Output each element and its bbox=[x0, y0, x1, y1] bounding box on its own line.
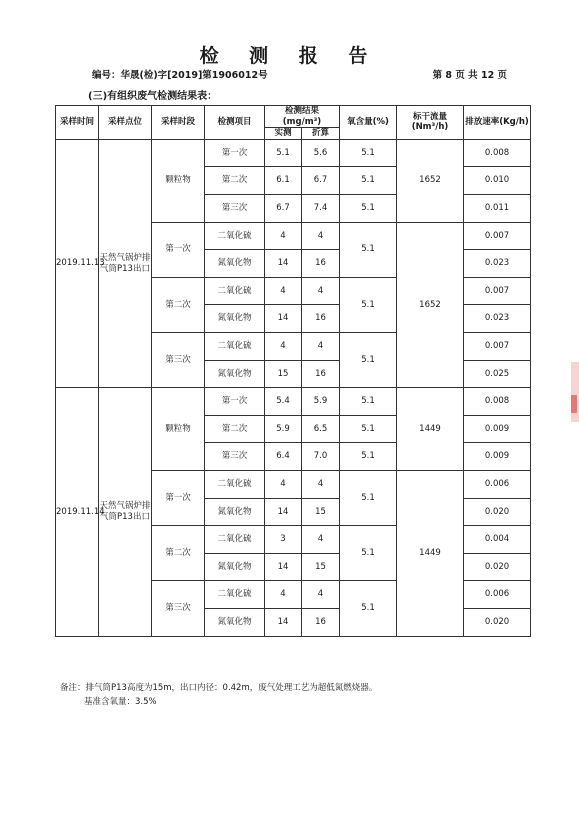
header-rate: 排放速率(Kg/h) bbox=[464, 106, 531, 140]
converted-value: 7.4 bbox=[302, 195, 340, 223]
converted-value: 15 bbox=[302, 498, 340, 526]
seal-mark-inner bbox=[571, 395, 577, 413]
oxygen-value: 5.1 bbox=[340, 277, 397, 332]
measured-value: 15 bbox=[265, 360, 302, 388]
sampling-round: 第一次 bbox=[205, 388, 265, 416]
oxygen-value: 5.1 bbox=[340, 167, 397, 195]
sampling-time: 2019.11.14 bbox=[56, 388, 99, 636]
table-row bbox=[56, 388, 531, 416]
converted-value: 6.7 bbox=[302, 167, 340, 195]
header-period: 采样时段 bbox=[152, 106, 205, 140]
measured-value: 14 bbox=[265, 608, 302, 636]
sampling-round: 第三次 bbox=[205, 443, 265, 471]
remark-line-2: 基准含氧量：3.5% bbox=[84, 697, 157, 707]
rate-value: 0.025 bbox=[464, 360, 531, 388]
pollutant-name: 氮氧化物 bbox=[205, 498, 265, 526]
remark-line-1: 备注：排气筒P13高度为15m，出口内径：0.42m，废气处理工艺为超低氮燃烧器。 bbox=[60, 683, 378, 693]
oxygen-value: 5.1 bbox=[340, 195, 397, 223]
rate-value: 0.006 bbox=[464, 581, 531, 609]
sampling-round: 第二次 bbox=[205, 167, 265, 195]
rate-value: 0.023 bbox=[464, 305, 531, 333]
flow-value: 1652 bbox=[397, 139, 464, 222]
measured-value: 14 bbox=[265, 250, 302, 278]
sampling-time: 2019.11.13 bbox=[56, 139, 99, 387]
measured-value: 5.1 bbox=[265, 139, 302, 167]
pollutant-name: 氮氧化物 bbox=[205, 305, 265, 333]
pollutant-name: 氮氧化物 bbox=[205, 360, 265, 388]
rate-value: 0.007 bbox=[464, 277, 531, 305]
sampling-period: 第三次 bbox=[152, 581, 205, 636]
sampling-period: 第三次 bbox=[152, 333, 205, 388]
header-result-unit: (mg/m³) bbox=[282, 116, 322, 127]
measured-value: 14 bbox=[265, 498, 302, 526]
measured-value: 4 bbox=[265, 471, 302, 499]
oxygen-value: 5.1 bbox=[340, 526, 397, 581]
header-location: 采样点位 bbox=[99, 106, 152, 140]
item-particulate: 颗粒物 bbox=[152, 388, 205, 471]
header-item: 检测项目 bbox=[205, 106, 265, 140]
pollutant-name: 二氧化硫 bbox=[205, 222, 265, 250]
header-result-label: 检测结果 bbox=[284, 106, 319, 116]
rate-value: 0.023 bbox=[464, 250, 531, 278]
rate-value: 0.007 bbox=[464, 333, 531, 361]
remarks bbox=[60, 681, 377, 709]
rate-value: 0.004 bbox=[464, 526, 531, 554]
header-result-group bbox=[265, 106, 340, 128]
rate-value: 0.009 bbox=[464, 443, 531, 471]
header-measured: 实测 bbox=[265, 128, 302, 140]
page-info: 第 8 页 共 12 页 bbox=[432, 70, 507, 81]
converted-value: 15 bbox=[302, 553, 340, 581]
pollutant-name: 氮氧化物 bbox=[205, 608, 265, 636]
measured-value: 3 bbox=[265, 526, 302, 554]
oxygen-value: 5.1 bbox=[340, 471, 397, 526]
seal-mark bbox=[571, 362, 579, 422]
converted-value: 4 bbox=[302, 526, 340, 554]
rate-value: 0.008 bbox=[464, 388, 531, 416]
sampling-period: 第一次 bbox=[152, 222, 205, 277]
converted-value: 5.9 bbox=[302, 388, 340, 416]
report-title: 检 测 报 告 bbox=[199, 45, 380, 67]
flow-value: 1652 bbox=[397, 222, 464, 388]
pollutant-name: 氮氧化物 bbox=[205, 553, 265, 581]
oxygen-value: 5.1 bbox=[340, 388, 397, 416]
pollutant-name: 二氧化硫 bbox=[205, 471, 265, 499]
header-flow: 标干流量(Nm³/h) bbox=[397, 106, 464, 140]
measured-value: 6.1 bbox=[265, 167, 302, 195]
sampling-round: 第三次 bbox=[205, 195, 265, 223]
converted-value: 4 bbox=[302, 222, 340, 250]
sampling-location: 天然气锅炉排气筒P13出口 bbox=[99, 139, 152, 387]
converted-value: 16 bbox=[302, 360, 340, 388]
measured-value: 5.9 bbox=[265, 415, 302, 443]
rate-value: 0.006 bbox=[464, 471, 531, 499]
document-number: 编号：华晟(检)字[2019]第1906012号 bbox=[92, 70, 268, 81]
section-title: (三)有组织废气检测结果表： bbox=[88, 91, 218, 102]
oxygen-value: 5.1 bbox=[340, 415, 397, 443]
measured-value: 6.4 bbox=[265, 443, 302, 471]
flow-value: 1449 bbox=[397, 471, 464, 637]
sampling-round: 第二次 bbox=[205, 415, 265, 443]
rate-value: 0.010 bbox=[464, 167, 531, 195]
pollutant-name: 二氧化硫 bbox=[205, 333, 265, 361]
measured-value: 4 bbox=[265, 581, 302, 609]
converted-value: 16 bbox=[302, 305, 340, 333]
oxygen-value: 5.1 bbox=[340, 333, 397, 388]
converted-value: 4 bbox=[302, 333, 340, 361]
rate-value: 0.007 bbox=[464, 222, 531, 250]
measured-value: 14 bbox=[265, 305, 302, 333]
header-time: 采样时间 bbox=[56, 106, 99, 140]
rate-value: 0.020 bbox=[464, 608, 531, 636]
oxygen-value: 5.1 bbox=[340, 139, 397, 167]
sampling-period: 第二次 bbox=[152, 526, 205, 581]
measured-value: 6.7 bbox=[265, 195, 302, 223]
converted-value: 6.5 bbox=[302, 415, 340, 443]
pollutant-name: 二氧化硫 bbox=[205, 277, 265, 305]
oxygen-value: 5.1 bbox=[340, 581, 397, 636]
measured-value: 4 bbox=[265, 333, 302, 361]
measured-value: 4 bbox=[265, 222, 302, 250]
header-oxygen: 氧含量(%) bbox=[340, 106, 397, 140]
sampling-period: 第一次 bbox=[152, 471, 205, 526]
oxygen-value: 5.1 bbox=[340, 222, 397, 277]
rate-value: 0.020 bbox=[464, 498, 531, 526]
sampling-round: 第一次 bbox=[205, 139, 265, 167]
measured-value: 14 bbox=[265, 553, 302, 581]
measured-value: 4 bbox=[265, 277, 302, 305]
header-converted: 折算 bbox=[302, 128, 340, 140]
rate-value: 0.008 bbox=[464, 139, 531, 167]
converted-value: 16 bbox=[302, 608, 340, 636]
rate-value: 0.011 bbox=[464, 195, 531, 223]
table-row bbox=[56, 139, 531, 167]
converted-value: 16 bbox=[302, 250, 340, 278]
emission-results-table bbox=[55, 105, 531, 637]
rate-value: 0.020 bbox=[464, 553, 531, 581]
converted-value: 4 bbox=[302, 581, 340, 609]
rate-value: 0.009 bbox=[464, 415, 531, 443]
item-particulate: 颗粒物 bbox=[152, 139, 205, 222]
pollutant-name: 二氧化硫 bbox=[205, 581, 265, 609]
pollutant-name: 氮氧化物 bbox=[205, 250, 265, 278]
oxygen-value: 5.1 bbox=[340, 443, 397, 471]
sampling-location: 天然气锅炉排气筒P13出口 bbox=[99, 388, 152, 636]
pollutant-name: 二氧化硫 bbox=[205, 526, 265, 554]
flow-value: 1449 bbox=[397, 388, 464, 471]
converted-value: 4 bbox=[302, 471, 340, 499]
measured-value: 5.4 bbox=[265, 388, 302, 416]
converted-value: 4 bbox=[302, 277, 340, 305]
converted-value: 5.6 bbox=[302, 139, 340, 167]
sampling-period: 第二次 bbox=[152, 277, 205, 332]
converted-value: 7.0 bbox=[302, 443, 340, 471]
